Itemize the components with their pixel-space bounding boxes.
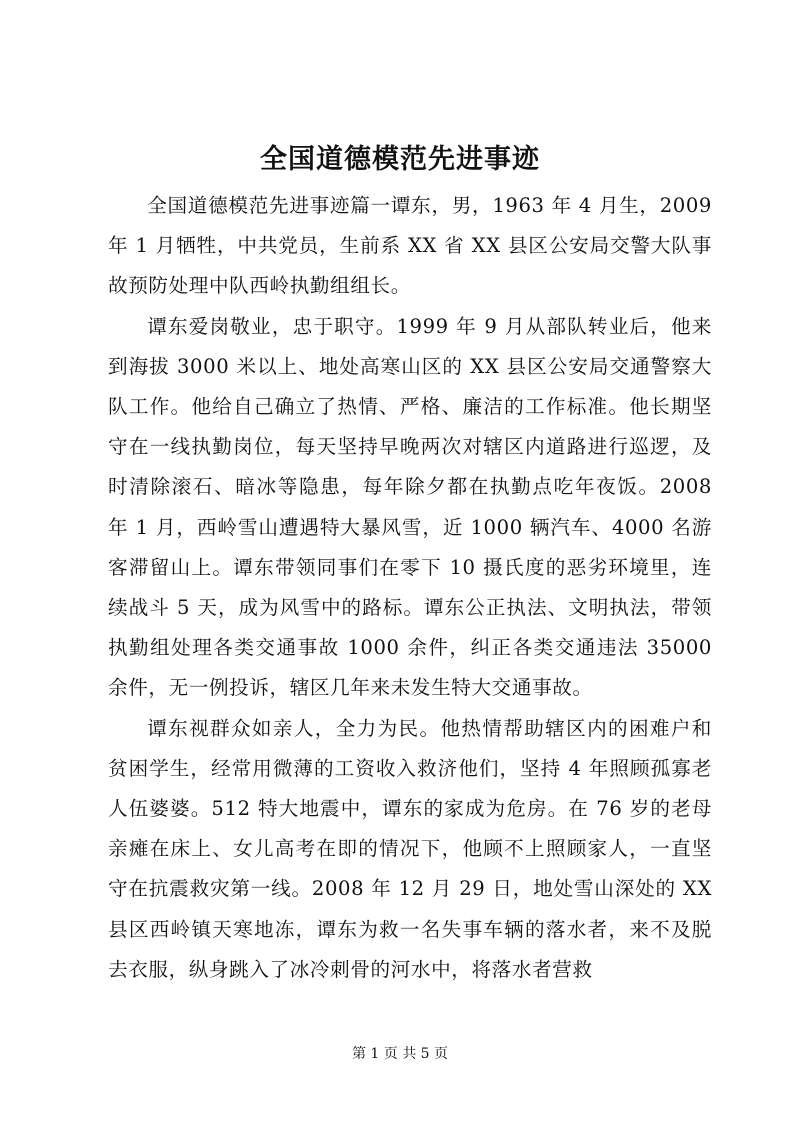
paragraph-1: 全国道德模范先进事迹篇一谭东，男，1963 年 4 月生，2009 年 1 月牺牲，中共党员，生前系 XX 省 XX 县区公安局交警大队事故预防处理中队西岭执勤组组长。 xyxy=(108,194,712,298)
document-body xyxy=(108,186,712,990)
paragraph-3: 谭东视群众如亲人，全力为民。他热情帮助辖区内的困难户和贫困学生，经常用微薄的工资收入救济他们，坚持 4 年照顾孤寡老人伍婆婆。512 特大地震中，谭东的家成为危房。在 76 岁的老母亲瘫在床上、女儿高考在即的情况下，他顾不上照顾家人，一直坚守在抗震救灾第一线。2008 年 12 月 29 日，地处雪山深处的 XX 县区西岭镇天寒地冻，谭东为救一名失事车辆的落水者，来不及脱去衣服，纵身跳入了冰冷刺骨的河水中，将落水者营救 xyxy=(108,716,712,981)
document-title: 全国道德模范先进事迹 xyxy=(260,144,540,175)
paragraph-2: 谭东爱岗敬业，忠于职守。1999 年 9 月从部队转业后，他来到海拔 3000 米以上、地处高寒山区的 XX 县区公安局交通警察大队工作。他给自己确立了热情、严格、廉洁的工作标准。他长期坚守在一线执勤岗位，每天坚持早晚两次对辖区内道路进行巡逻，及时清除滚石、暗冰等隐患，每年除夕都在执勤点吃年夜饭。2008 年 1 月，西岭雪山遭遇特大暴风雪，近 1000 辆汽车、4000 名游客滞留山上。谭东带领同事们在零下 10 摄氏度的恶劣环境里，连续战斗 5 天，成为风雪中的路标。谭东公正执法、文明执法，带领执勤组处理各类交通事故 1000 余件，纠正各类交通违法 35000 余件，无一例投诉，辖区几年来未发生特大交通事故。 xyxy=(108,314,712,700)
page-footer: 第 1 页 共 5 页 xyxy=(351,1046,449,1062)
